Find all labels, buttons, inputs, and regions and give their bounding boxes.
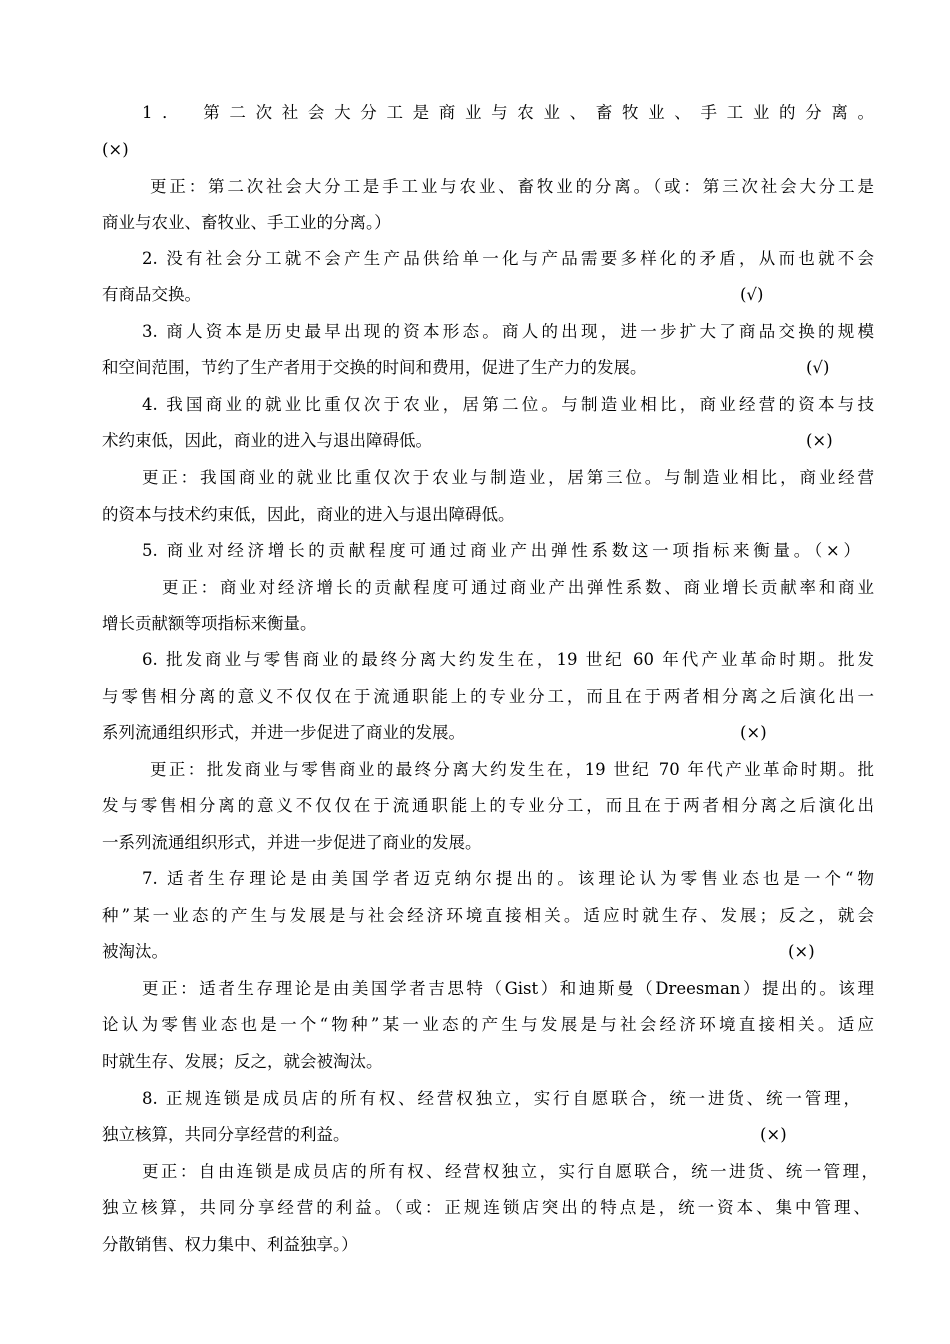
- item-6-correction-line-1: 更正：批发商业与零售商业的最终分离大约发生在，19 世纪 70 年代产业革命时期。批: [150, 760, 874, 779]
- item-1-verdict: (×): [102, 140, 129, 159]
- item-8-statement-line-2: 独立核算，共同分享经营的利益。: [102, 1125, 350, 1144]
- item-7-statement-line-1: 7. 适者生存理论是由美国学者迈克纳尔提出的。该理论认为零售业态也是一个“物: [142, 869, 874, 888]
- item-2-statement-line-1: 2. 没有社会分工就不会产生产品供给单一化与产品需要多样化的矛盾，从而也就不会: [142, 249, 874, 268]
- item-8-verdict: (×): [760, 1125, 787, 1144]
- item-7-verdict: (×): [788, 942, 815, 961]
- item-8-correction-line-3: 分散销售、权力集中、利益独享。）: [102, 1235, 358, 1254]
- item-6-statement-line-2: 与零售相分离的意义不仅仅在于流通职能上的专业分工，而且在于两者相分离之后演化出一: [102, 687, 874, 706]
- item-5-correction-line-2: 增长贡献额等项指标来衡量。: [102, 614, 317, 633]
- item-7-correction-line-2: 论认为零售业态也是一个“物种”某一业态的产生与发展是与社会经济环境直接相关。适应: [102, 1015, 874, 1034]
- item-1-correction-line-2: 商业与农业、畜牧业、手工业的分离。）: [102, 213, 391, 232]
- item-8-correction-line-1: 更正：自由连锁是成员店的所有权、经营权独立，实行自愿联合，统一进货、统一管理，: [142, 1162, 878, 1181]
- item-3-statement-line-2: 和空间范围，节约了生产者用于交换的时间和费用，促进了生产力的发展。: [102, 358, 647, 377]
- item-2-verdict: (√): [740, 285, 764, 304]
- item-6-correction-line-2: 发与零售相分离的意义不仅仅在于流通职能上的专业分工，而且在于两者相分离之后演化出: [102, 796, 874, 815]
- item-2-statement-line-2: 有商品交换。: [102, 285, 201, 304]
- item-8-statement-line-1: 8. 正规连锁是成员店的所有权、经营权独立，实行自愿联合，统一进货、统一管理，: [142, 1089, 860, 1108]
- item-7-correction-line-1: 更正：适者生存理论是由美国学者吉思特（Gist）和迪斯曼（Dreesman）提出的。该理: [142, 979, 874, 998]
- item-5-statement: 5. 商业对经济增长的贡献程度可通过商业产出弹性系数这一项指标来衡量。（×）: [142, 541, 860, 560]
- item-6-statement-line-1: 6. 批发商业与零售商业的最终分离大约发生在，19 世纪 60 年代产业革命时期。批发: [142, 650, 874, 669]
- item-7-statement-line-3: 被淘汰。: [102, 942, 168, 961]
- item-7-correction-line-3: 时就生存、发展；反之，就会被淘汰。: [102, 1052, 383, 1071]
- item-1-statement-line-1: 1． 第二次社会大分工是商业与农业、畜牧业、手工业的分离。: [142, 103, 874, 122]
- item-3-statement-line-1: 3. 商人资本是历史最早出现的资本形态。商人的出现，进一步扩大了商品交换的规模: [142, 322, 874, 341]
- item-6-correction-line-3: 一系列流通组织形式，并进一步促进了商业的发展。: [102, 833, 482, 852]
- item-7-statement-line-2: 种”某一业态的产生与发展是与社会经济环境直接相关。适应时就生存、发展；反之，就会: [102, 906, 874, 925]
- item-5-correction-line-1: 更正：商业对经济增长的贡献程度可通过商业产出弹性系数、商业增长贡献率和商业: [162, 578, 874, 597]
- item-6-verdict: (×): [740, 723, 767, 742]
- item-6-statement-line-3: 系列流通组织形式，并进一步促进了商业的发展。: [102, 723, 465, 742]
- item-4-correction-line-2: 的资本与技术约束低，因此，商业的进入与退出障碍低。: [102, 505, 515, 524]
- item-3-verdict: (√): [806, 358, 830, 377]
- item-4-statement-line-2: 术约束低，因此，商业的进入与退出障碍低。: [102, 431, 432, 450]
- item-8-correction-line-2: 独立核算，共同分享经营的利益。（或：正规连锁店突出的特点是，统一资本、集中管理、: [102, 1198, 870, 1217]
- item-4-statement-line-1: 4. 我国商业的就业比重仅次于农业，居第二位。与制造业相比，商业经营的资本与技: [142, 395, 874, 414]
- item-4-verdict: (×): [806, 431, 833, 450]
- item-1-correction-line-1: 更正：第二次社会大分工是手工业与农业、畜牧业的分离。（或：第三次社会大分工是: [150, 177, 874, 196]
- item-4-correction-line-1: 更正：我国商业的就业比重仅次于农业与制造业，居第三位。与制造业相比，商业经营: [142, 468, 874, 487]
